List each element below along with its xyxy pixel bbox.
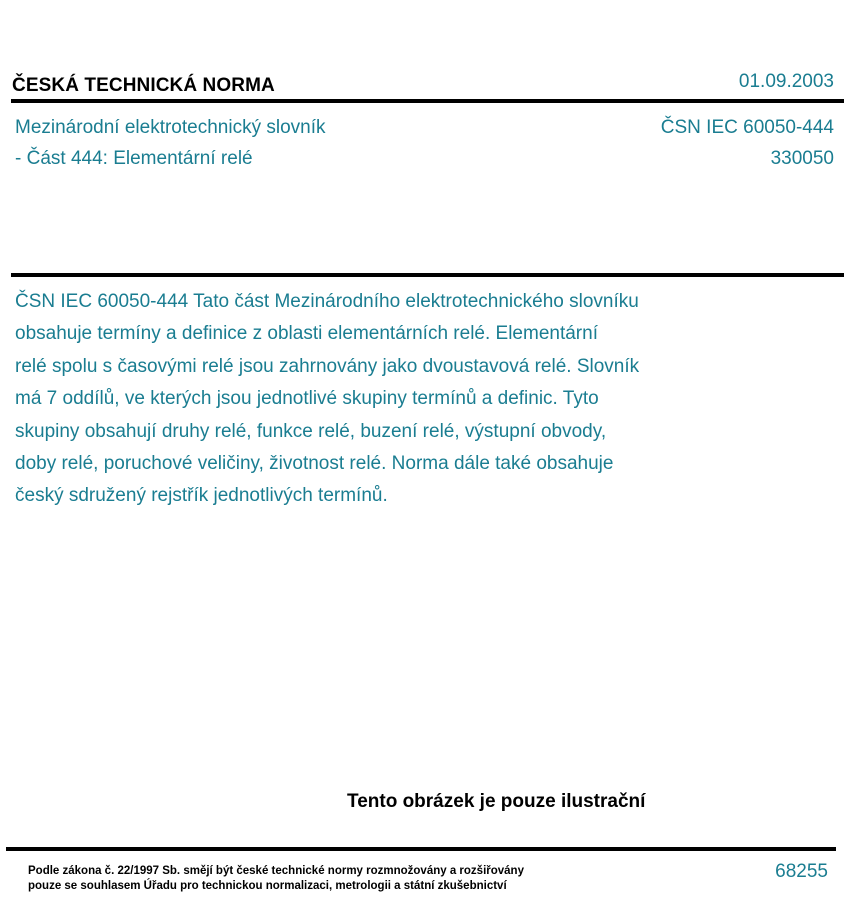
abstract-line: relé spolu s časovými relé jsou zahrnovány jako dvoustavová relé. Slovník xyxy=(15,355,640,377)
abstract-line: doby relé, poruchové veličiny, životnost relé. Norma dále také obsahuje xyxy=(15,453,614,475)
legal-notice-line-1: Podle zákona č. 22/1997 Sb. smějí být české technické normy rozmnožovány a rozšiřovány xyxy=(28,865,524,877)
class-number: 330050 xyxy=(770,148,834,169)
standard-title-line-2: - Část 444: Elementární relé xyxy=(15,148,253,169)
abstract-line: český sdružený rejstřík jednotlivých termínů. xyxy=(15,485,388,507)
standard-title-line-1: Mezinárodní elektrotechnický slovník xyxy=(15,117,326,138)
catalog-number: 68255 xyxy=(775,861,828,882)
abstract xyxy=(15,286,735,513)
abstract-line: ČSN IEC 60050-444 Tato část Mezinárodního elektrotechnického slovníku xyxy=(15,291,639,312)
header-divider xyxy=(11,99,844,103)
legal-notice-line-2: pouze se souhlasem Úřadu pro technickou normalizaci, metrologii a státní zkušebnictví xyxy=(28,880,507,892)
illustrative-notice: Tento obrázek je pouze ilustrační xyxy=(347,791,646,812)
abstract-line: obsahuje termíny a definice z oblasti elementárních relé. Elementární xyxy=(15,323,598,345)
footer-divider xyxy=(6,847,836,851)
abstract-line: skupiny obsahují druhy relé, funkce relé, buzení relé, výstupní obvody, xyxy=(15,420,607,442)
title-divider xyxy=(11,273,844,277)
abstract-line: má 7 oddílů, ve kterých jsou jednotlivé skupiny termínů a definic. Tyto xyxy=(15,388,599,410)
document-type-heading: ČESKÁ TECHNICKÁ NORMA xyxy=(12,75,275,96)
standard-code: ČSN IEC 60050-444 xyxy=(660,117,834,138)
legal-notice xyxy=(28,864,524,894)
publication-date: 01.09.2003 xyxy=(738,71,834,92)
